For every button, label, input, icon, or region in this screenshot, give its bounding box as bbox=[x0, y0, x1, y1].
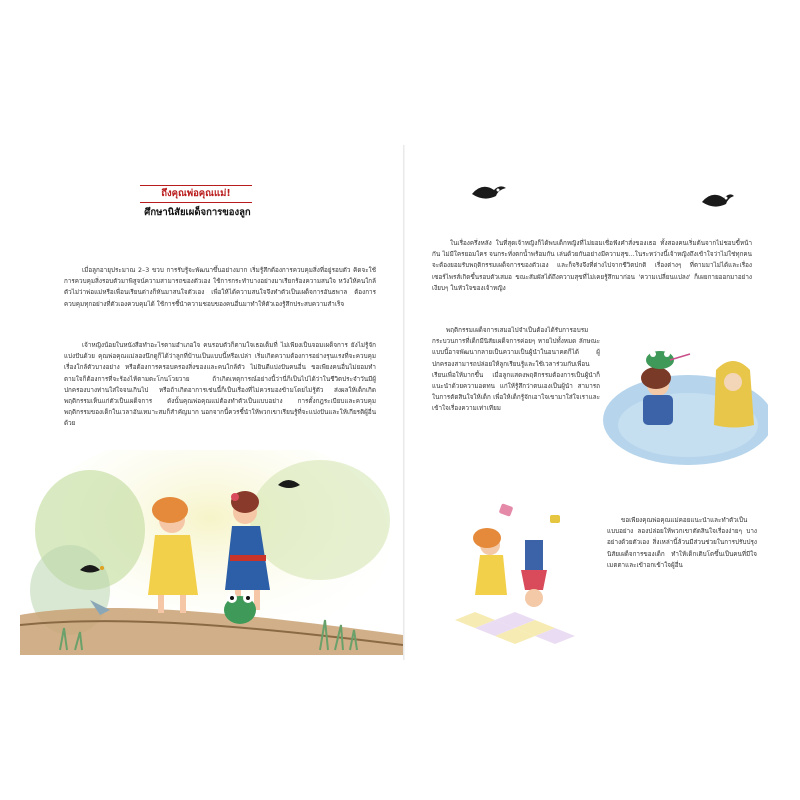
left-paragraph-1: เมื่อลูกอายุประมาณ 2–3 ขวบ การรับรู้จะพัฒนาขึ้นอย่างมาก เริ่มรู้สึกต้องการควบคุมสิ่งที่อยู่รอบตัว คิดจะใช้การควบคุมสิ่งรอบตัวมาพิสูจน์ความสามารถของตัวเอง ใช้การกระทำบางอย่างมาเรียกร้องความสนใจ หวังให้คนใกล้ตัวไม่ว่าพ่อแม่หรือเพื่อนเรียนต่างก็หันมาสนใจตัวเอง เพื่อให้ได้ความสนใจจึงทำตัวเป็นเผด็จการอันธพาล ต้องการควบคุมทุกอย่างที่ตัวเองควบคุมได้ ใช้การชี้นำความชอบของคนอื่นมาทำให้ตัวเองรู้สึกประสบความสำเร็จ bbox=[64, 267, 376, 308]
page-spine bbox=[403, 145, 405, 660]
girls-in-pool-illustration bbox=[598, 330, 768, 475]
section-heading bbox=[140, 185, 265, 235]
girls-with-frog-illustration bbox=[20, 450, 403, 655]
right-paragraph-2: พฤติกรรมเผด็จการเสมอไปจำเป็นต้องได้รับการอบรม กระบวนการที่เด็กมีนิสัยเผด็จการค่อยๆ หายไปทั้งหมด ลักษณะแบบนี้อาจพัฒนากลายเป็นความเป็นผู้นำในอนาคตก็ได้ ผู้ปกครองสามารถปล่อยให้ลูกเรียนรู้และใช้เวลาร่วมกับเพื่อนเรียนเพื่อให้มากขึ้น เมื่อลูกแสดงพฤติกรรมต้องการเป็นผู้นำก็แนะนำด้วยความอดทน แก่ให้รู้สึกว่าตนเองเป็นผู้นำ สามารถในการตัดสินใจให้เด็ก เพื่อให้เด็กรู้จักเอาใจเขามาใส่ใจเราและเข้าใจเรื่องความเท่าเทียม bbox=[432, 327, 600, 413]
right-paragraph-3: ขอเพียงคุณพ่อคุณแม่คอยแนะนำและทำตัวเป็นแบบอย่าง ลองปล่อยให้พวกเขาตัดสินใจเรื่องง่ายๆ บางอย่างด้วยตัวเอง สิ่งเหล่านี้ล้วนมีส่วนช่วยในการปรับปรุงนิสัยเผด็จการของเด็ก ทำให้เด็กเติบโตขึ้นเป็นคนที่มีใจเมตตาและเข้าอกเข้าใจผู้อื่น bbox=[607, 517, 757, 569]
heading-title: ถึงคุณพ่อคุณแม่! bbox=[140, 185, 252, 203]
flying-bird-icon bbox=[468, 180, 508, 204]
girls-dancing-illustration bbox=[445, 500, 595, 655]
left-paragraph-2: เจ้าหญิงน้อยในหนังสือทำอะไรตามอำเภอใจ คนรอบตัวก็ตามใจเธอเต็มที่ ไม่เพียงเป็นจอมเผด็จการ ยังไม่รู้จักแบ่งปันด้วย คุณพ่อคุณแม่ลองนึกดูก็ได้ว่าลูกที่บ้านเป็นแบบนี้หรือเปล่า เริ่มเกิดความต้องการอย่างรุนแรงที่จะควบคุมเรื่องใกล้ตัวบางอย่าง หรือต้องการครอบครองสิ่งของและคนใกล้ตัว ไม่ยินดีแบ่งปันคนอื่น ขอเพียงคนอื่นไม่ยอมทำตามใจก็ต้องการที่จะร้องไห้ตามตะโกนโวยวาย ถ้าเกิดเหตุการณ์อย่างนี้ว่านี่ก็เป็นไปได้ว่าในชีวิตประจำวันมีผู้ปกครองบางท่านใส่ใจจนเกินไป หรือถ้าเกิดอาการเช่นนี้ก็เป็นเรื่องที่ไม่ควรมองข้ามโดยไม่รู้ตัว ส่งผลให้เด็กเกิดพฤติกรรมเห็นแก่ตัวเป็นเผด็จการ ดังนั้นคุณพ่อคุณแม่ต้องทำตัวเป็นแบบอย่าง การตั้งกฎระเบียบและควบคุมพฤติกรรมของเด็กในเวลาอันเหมาะสมก็สำคัญมาก นอกจากนี้ควรชี้นำให้พวกเขาเรียนรู้ที่จะแบ่งปันและให้เกียรติผู้อื่นด้วย bbox=[64, 342, 377, 428]
right-paragraph-1: ในเรื่องครึ่งหลัง ในที่สุดเจ้าหญิงก็ได้พบเด็กหญิงที่ไม่ยอมเชื่อฟังคำสั่งของเธอ ทั้งสองคนเริ่มต้นจากไม่ชอบขี้หน้ากัน ไม่มีใครยอมใคร จนกระทั่งตกน้ำพร้อมกัน เล่นด้วยกันอย่างมีความสุข...ในระหว่างนี้เจ้าหญิงถึงเข้าใจว่าไม่ใช่ทุกคนจะต้องยอมรับพฤติกรรมเผด็จการของตัวเอง และก็จริงจึงที่ต่างไปจากชีวิตปกติ เรื่องต่างๆ ที่ตามมาไม่ได้และเรื่องเซอร์ไพรส์เกิดขึ้นรอบตัวเสมอ ขณะสัมผัสได้ถึงความสุขที่ไม่เคยรู้สึกมาก่อน 'ความเปลี่ยนแปลง' ก็เผยกายออกมาอย่างเงียบๆ ในหัวใจของเจ้าหญิง bbox=[432, 240, 752, 292]
heading-subtitle: ศึกษานิสัยเผด็จการของลูก bbox=[144, 207, 251, 218]
perched-bird-icon bbox=[698, 188, 736, 212]
